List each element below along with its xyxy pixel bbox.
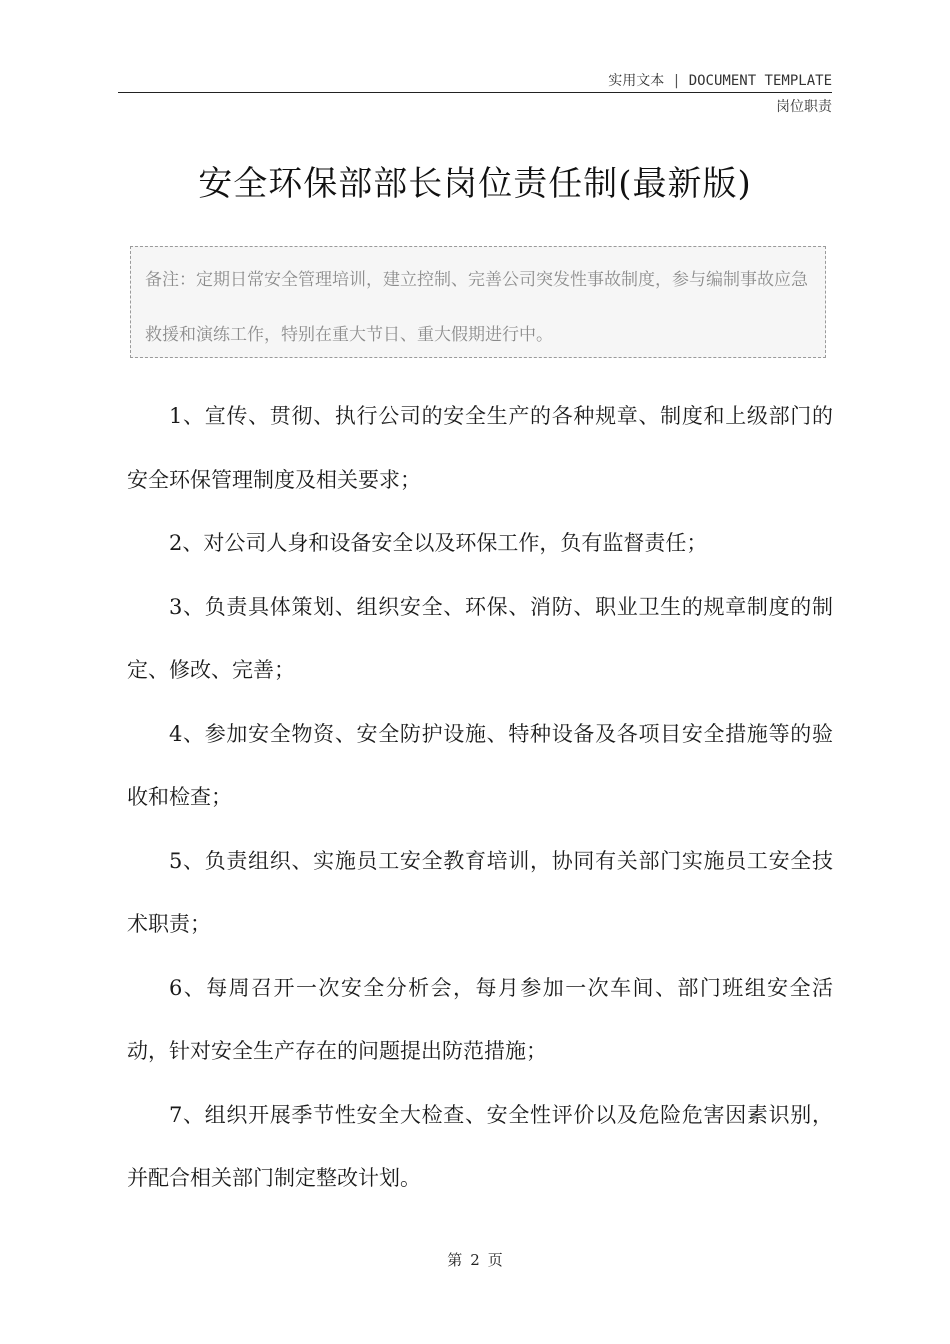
document-body [127,385,833,1211]
footer-page-number: 2 [470,1251,480,1269]
header-template-label [608,72,832,90]
paragraph: 7、组织开展季节性安全大检查、安全性评价以及危险危害因素识别，并配合相关部门制定整改计划。 [127,1102,833,1190]
paragraph: 3、负责具体策划、组织安全、环保、消防、职业卫生的规章制度的制定、修改、完善； [127,594,833,682]
paragraph: 4、参加安全物资、安全防护设施、特种设备及各项目安全措施等的验收和检查； [127,721,833,809]
header-category: 岗位职责 [776,99,832,115]
header-right-label: DOCUMENT TEMPLATE [688,73,832,89]
note-box: 备注：定期日常安全管理培训，建立控制、完善公司突发性事故制度，参与编制事故应急救援和演练工作，特别在重大节日、重大假期进行中。 [130,246,826,358]
paragraph: 2、对公司人身和设备安全以及环保工作，负有监督责任； [169,531,708,555]
header-separator: | [672,73,681,89]
footer-suffix: 页 [487,1251,503,1269]
paragraph: 5、负责组织、实施员工安全教育培训，协同有关部门实施员工安全技术职责； [127,848,833,936]
paragraph: 1、宣传、贯彻、执行公司的安全生产的各种规章、制度和上级部门的安全环保管理制度及相关要求； [127,404,833,492]
header-left-label: 实用文本 [608,73,665,89]
header-rule [118,92,832,93]
page-footer [0,1250,950,1270]
footer-prefix: 第 [447,1251,463,1269]
document-title: 安全环保部部长岗位责任制(最新版) [198,164,752,204]
paragraph: 6、每周召开一次安全分析会，每月参加一次车间、部门班组安全活动，针对安全生产存在的问题提出防范措施； [127,975,833,1063]
